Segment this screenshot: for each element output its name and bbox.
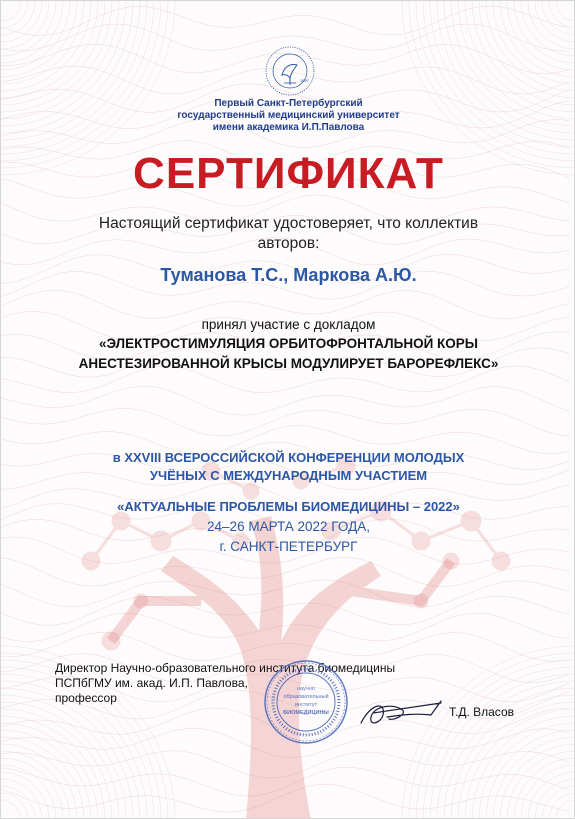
conference-prefix: в	[112, 450, 121, 465]
conference-city: г. САНКТ-ПЕТЕРБУРГ	[219, 539, 358, 554]
conference-name: «АКТУАЛЬНЫЕ ПРОБЛЕМЫ БИОМЕДИЦИНЫ – 2022»	[117, 499, 460, 514]
participation-text: принял участие с докладом	[201, 317, 376, 332]
intro-line1: Настоящий сертификат удостоверяет, что коллектив	[98, 215, 479, 232]
conference-line1	[1, 450, 575, 465]
authors: Туманова Т.С., Маркова А.Ю.	[160, 265, 417, 285]
stamp-center-line2: образовательный	[283, 694, 329, 700]
director-title-line2: ПСПбГМУ им. акад. И.П. Павлова,	[55, 676, 248, 690]
university-logo	[264, 45, 316, 97]
director-title-line1: Директор Научно-образовательного института биомедицины	[55, 661, 396, 675]
signatory-name: Т.Д. Власов	[449, 705, 514, 719]
conference-dates: 24–26 МАРТА 2022 ГОДА,	[207, 519, 370, 534]
stamp-center-line4: БИОМЕДИЦИНЫ	[283, 710, 329, 716]
university-name-line2: государственный медицинский университет	[177, 110, 400, 121]
conference-line1-text: XXVIII ВСЕРОССИЙСКОЙ КОНФЕРЕНЦИИ МОЛОДЫХ	[124, 450, 465, 465]
stamp-center-line3: институт	[294, 702, 318, 708]
director-title-line3: профессор	[55, 691, 117, 705]
intro-line2: авторов:	[257, 235, 320, 252]
conference-line2: УЧЁНЫХ С МЕЖДУНАРОДНЫМ УЧАСТИЕМ	[149, 468, 428, 483]
certificate-title: СЕРТИФИКАТ	[133, 149, 444, 198]
report-title-line2: АНЕСТЕЗИРОВАННОЙ КРЫСЫ МОДУЛИРУЕТ БАРОРЕФЛЕКС»	[78, 356, 499, 371]
university-name-line1: Первый Санкт-Петербургский	[214, 98, 363, 109]
svg-text:1897: 1897	[300, 78, 309, 83]
university-name-line3: имени академика И.П.Павлова	[212, 122, 365, 133]
report-title-line1: «ЭЛЕКТРОСТИМУЛЯЦИЯ ОРБИТОФРОНТАЛЬНОЙ КОРЫ	[99, 336, 478, 351]
stamp-center-line1: научно	[297, 686, 315, 692]
handwritten-signature	[291, 693, 451, 733]
